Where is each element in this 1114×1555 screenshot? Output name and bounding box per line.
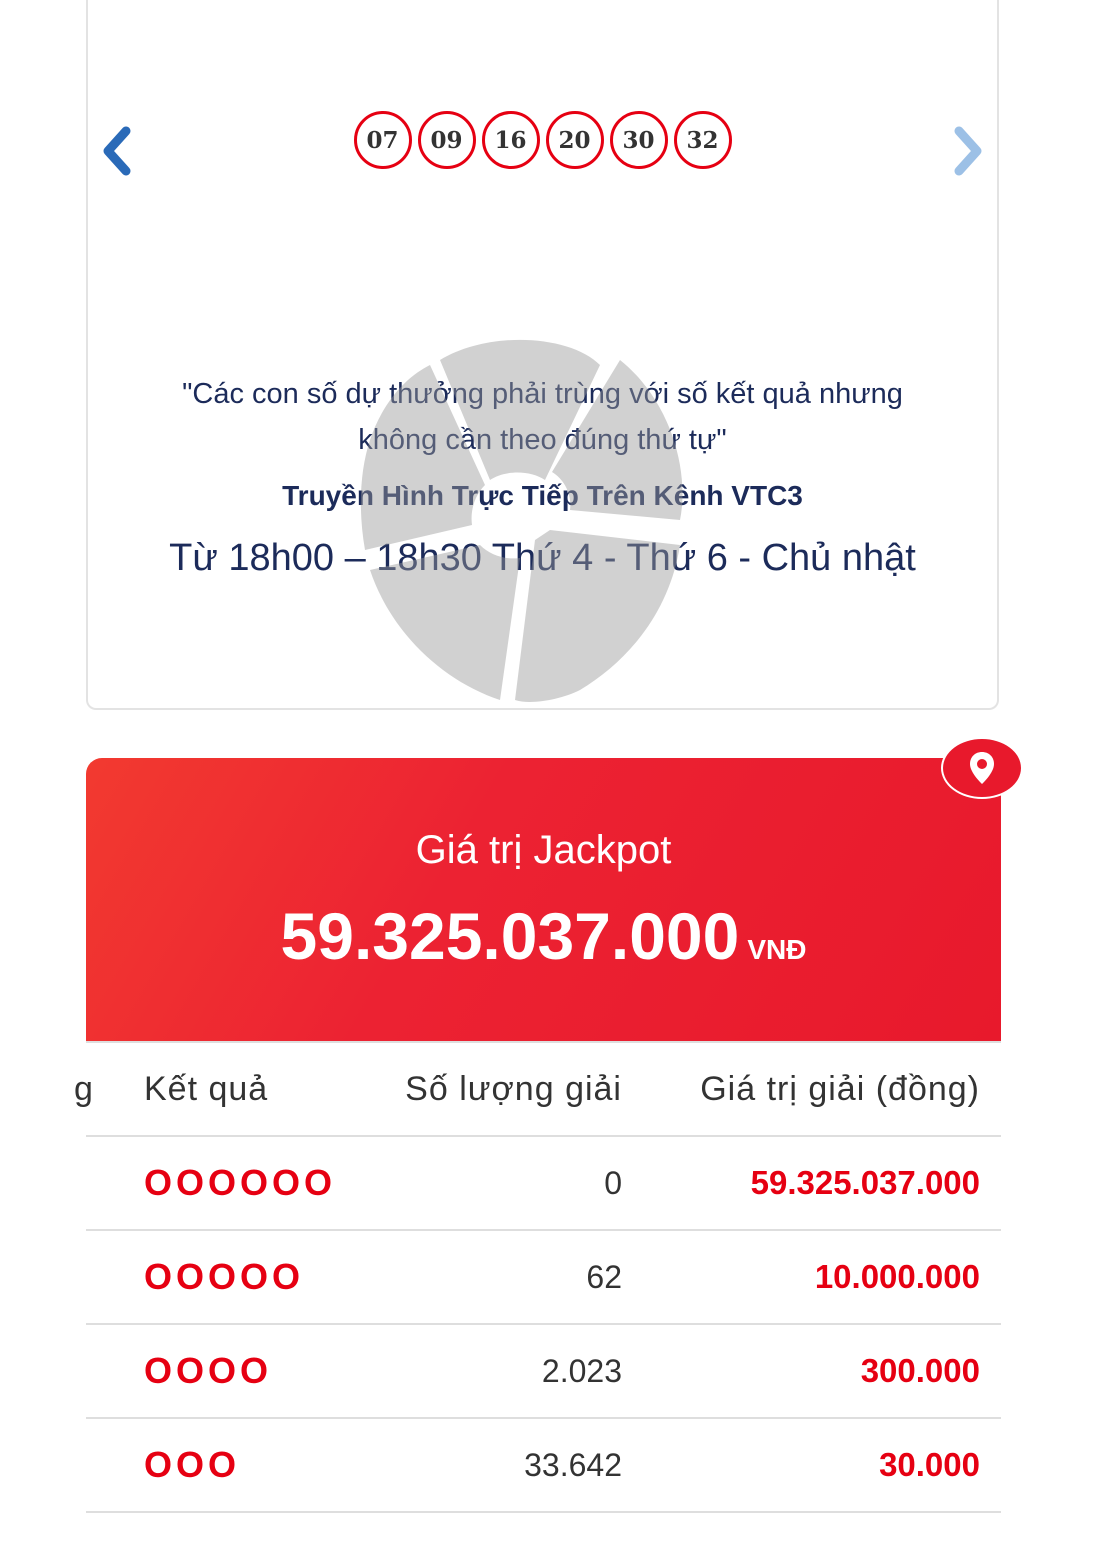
winning-numbers xyxy=(88,111,997,169)
prize-value: 59.325.037.000 xyxy=(750,1164,980,1201)
header-result: Kết quả xyxy=(144,1069,269,1108)
tv-channel-text: Truyền Hình Trực Tiếp Trên Kênh VTC3 xyxy=(282,480,803,511)
table-row xyxy=(86,1325,1001,1419)
jackpot-value: 59.325.037.000 xyxy=(280,899,740,973)
table-row xyxy=(86,1231,1001,1325)
number-ball: 07 xyxy=(354,111,412,169)
result-dots: OOOO xyxy=(144,1350,273,1391)
location-pin-icon xyxy=(969,751,995,785)
winner-count: 33.642 xyxy=(524,1446,622,1483)
header-prize-cut: g xyxy=(74,1069,94,1108)
result-dots: OOOOO xyxy=(144,1256,305,1297)
header-value: Giá trị giải (đồng) xyxy=(700,1069,980,1108)
jackpot-value-row xyxy=(86,898,1001,974)
number-ball: 30 xyxy=(610,111,668,169)
location-pin-button[interactable] xyxy=(941,737,1023,799)
jackpot-label: Giá trị Jackpot xyxy=(415,828,672,872)
winner-count: 0 xyxy=(604,1164,622,1201)
number-ball: 20 xyxy=(546,111,604,169)
draw-info-card xyxy=(86,275,999,710)
jackpot-banner xyxy=(86,758,1001,1041)
previous-card-bottom xyxy=(86,0,999,23)
table-header xyxy=(74,1041,1001,1137)
number-ball: 16 xyxy=(482,111,540,169)
number-ball: 32 xyxy=(674,111,732,169)
chevron-right-icon[interactable] xyxy=(947,121,987,181)
table-row xyxy=(86,1137,1001,1231)
rule-text: "Các con số dự thưởng phải trùng với số kết quả nhưng không cần theo đúng thứ tự" xyxy=(182,378,903,456)
prize-value: 300.000 xyxy=(860,1352,980,1389)
number-ball: 09 xyxy=(418,111,476,169)
result-dots: OOOOOO xyxy=(144,1162,337,1203)
result-balls-card xyxy=(86,21,999,277)
header-count: Số lượng giải xyxy=(405,1069,622,1108)
table-row xyxy=(86,1419,1001,1513)
result-dots: OOO xyxy=(144,1444,241,1485)
schedule-text: Từ 18h00 – 18h30 Thứ 4 - Thứ 6 - Chủ nhật xyxy=(169,537,916,579)
prize-value: 30.000 xyxy=(879,1446,980,1483)
prize-table xyxy=(74,1041,1001,1513)
jackpot-currency: VNĐ xyxy=(747,934,807,965)
prize-value: 10.000.000 xyxy=(814,1258,980,1295)
winner-count: 62 xyxy=(586,1258,622,1295)
winner-count: 2.023 xyxy=(541,1352,622,1389)
